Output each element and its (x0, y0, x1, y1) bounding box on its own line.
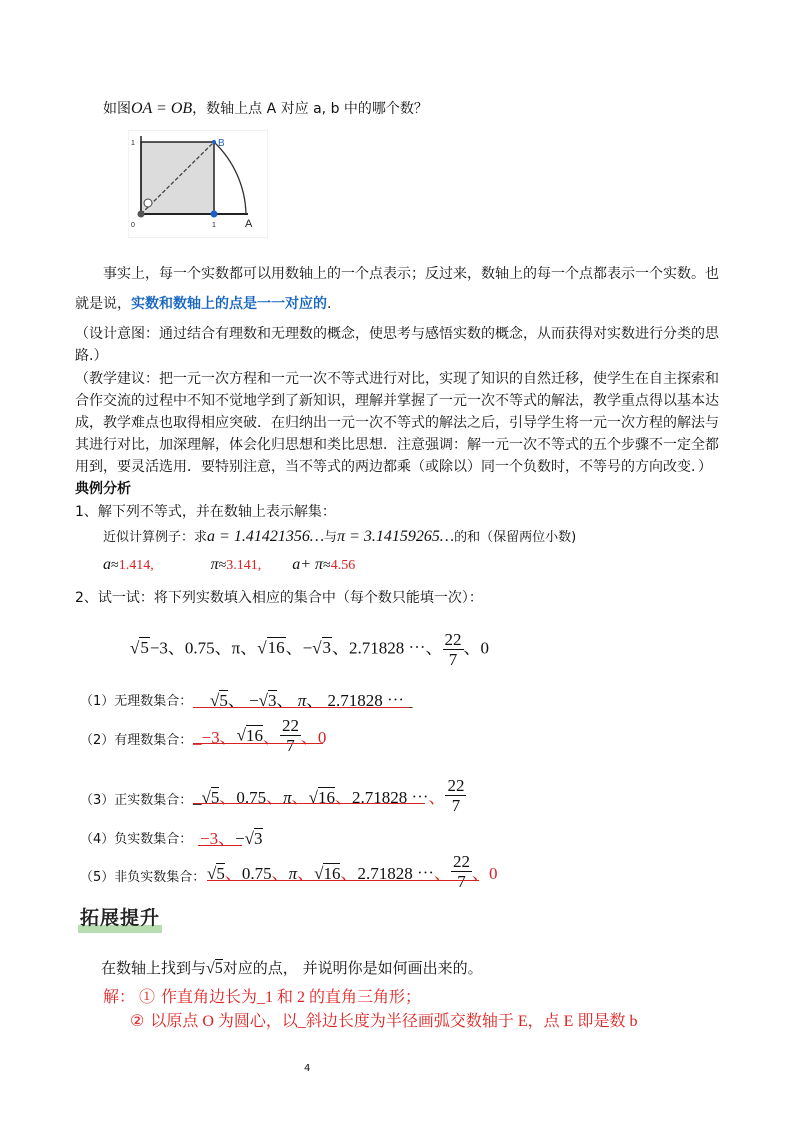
pi-approx-value: 3.141, (226, 558, 262, 573)
extend-prefix: 在数轴上找到与 (101, 959, 207, 977)
sqrt16: √16 (257, 638, 285, 658)
a-approx-value: 1.414, (118, 558, 154, 573)
frac-num: 22 (444, 630, 462, 649)
solution-step-1 (103, 984, 421, 1007)
intro-math: OA = OB (131, 100, 193, 117)
fact-prefix: 就是说， (75, 296, 131, 312)
number-list (130, 630, 489, 669)
set-5-underline (207, 880, 479, 881)
teaching-line5: 用到，要灵活选用．要特别注意，当不等式的两边都乘（或除以）同一个负数时，不等号的方向改变．） (75, 459, 712, 475)
question-2: 2、试一试：将下列实数填入相应的集合中（每个数只能填一次）： (75, 590, 483, 606)
a-label: a (103, 556, 111, 573)
sqrt3: √3 (312, 638, 332, 658)
numbers-group-1: −3、0.75、π、 (149, 638, 258, 658)
numbers-zero: 、0 (463, 638, 490, 658)
design-intent-line1: （设计意图：通过结合有理数和无理数的概念，使思考与感悟实数的概念，从而获得对实数进行分类的思 (75, 326, 719, 342)
set-3-answer: _√5、0.75、π、√16、2.71828 ⋯、 $\frac{22}{7}$ (193, 776, 465, 815)
step2-mark: ② (130, 1013, 145, 1030)
pi-label: π (210, 556, 219, 573)
approx-suffix: 的和（保留两位小数) (454, 530, 577, 545)
set-4-answer: −3、−√3 (200, 829, 263, 848)
approx-prefix: 近似计算例子：求 (103, 530, 208, 545)
pi-approx-sign: ≈ (218, 558, 227, 573)
extend-question: 在数轴上找到与√5对应的点， 并说明你是如何画出来的。 (101, 959, 483, 977)
approx-values (103, 556, 355, 574)
tick-0: 0 (131, 222, 135, 229)
geometry-figure (128, 130, 268, 238)
teaching-line4: 其进行对比，加深理解，体会化归思想和类比思想．注意强调：解一元一次不等式的五个步骤不一定全都 (75, 437, 719, 453)
teaching-line2: 合作交流的过程中不知不觉地学到了新知识，理解并掌握了一元一次不等式的解法，教学重点得以基本达 (75, 393, 719, 409)
intro-suffix: ，数轴上点 A 对应 a, b 中的哪个数？ (192, 101, 428, 117)
fraction-22-7 (443, 630, 464, 669)
numbers-e: 、2.71828 ⋯、 (332, 638, 443, 658)
a-approx-sign: ≈ (111, 558, 119, 573)
step2-text: 以原点 O 为圆心，以_斜边长度为半径画弧交数轴于 E，点 E 即是数 b (150, 1013, 638, 1030)
fact-suffix: . (327, 296, 332, 312)
set-3-underline (193, 803, 425, 804)
solution-label: 解： (103, 989, 136, 1006)
sum-approx-sign: ≈ (323, 558, 331, 573)
example-heading: 典例分析 (75, 481, 131, 497)
intro-prefix: 如图 (103, 101, 131, 117)
figure-svg (128, 130, 268, 238)
teaching-line3: 成，教学难点也取得相应突破．在归纳出一元一次不等式的解法之后，引导学生将一元一次方程的解法与 (75, 415, 719, 431)
y-tick-1: 1 (131, 140, 135, 147)
extend-radicand: 5 (214, 960, 223, 977)
set-1-underline (193, 707, 409, 708)
label-A: A (245, 218, 253, 230)
extend-suffix: 对应的点， 并说明你是如何画出来的。 (222, 959, 483, 977)
set-2-answer: _−3、√16、 $\frac{22}{7}$ 、0 (193, 716, 327, 755)
step1-text: 作直角边长为_1 和 2 的直角三角形； (161, 989, 422, 1006)
set-5-label: （5）非负实数集合： (80, 870, 206, 885)
numbers-sep: 、− (285, 638, 313, 658)
set-2-label: （2）有理数集合： (80, 733, 193, 748)
question-1: 1、解下列不等式，并在数轴上表示解集： (75, 504, 336, 520)
approx-line (103, 526, 576, 546)
label-B: B (218, 138, 225, 149)
approx-pi-expr: π = 3.14159265… (337, 528, 455, 545)
set-1-label: （1）无理数集合： (80, 694, 193, 709)
sqrt5: √5 (130, 638, 149, 658)
sqrt3-radicand: 3 (322, 638, 332, 658)
paragraph-fact-line2 (75, 293, 331, 313)
set-5-answer: √5、0.75、π、√16、2.71828 ⋯、 $\frac{22}{7}$ 、0 (207, 852, 498, 891)
solution-step-2 (130, 1008, 637, 1031)
fact-highlight: 实数和数轴上的点是一一对应的 (131, 296, 327, 312)
question-intro (103, 98, 428, 118)
approx-a-expr: a = 1.41421356… (207, 528, 325, 545)
set-4-underline (198, 845, 242, 846)
set-2-underline (193, 743, 323, 744)
design-intent-line2: 路.） (75, 348, 108, 364)
set-4-label: （4）负实数集合： (80, 832, 193, 847)
extend-section-tag (78, 903, 162, 933)
frac-den: 7 (448, 650, 458, 669)
set-3-label: （3）正实数集合： (80, 793, 193, 808)
page-number: 4 (304, 1063, 311, 1074)
step1-mark: ① (139, 989, 156, 1006)
sqrt16-radicand: 16 (267, 638, 285, 658)
sqrt5-radicand: 5 (140, 638, 149, 658)
extend-tag-text: 拓展提升 (80, 907, 161, 929)
tick-1: 1 (212, 222, 216, 229)
teaching-line1: （教学建议：把一元一次方程和一元一次不等式进行对比，实现了知识的自然迁移，使学生在自主探索和 (75, 371, 719, 387)
paragraph-fact-line1: 事实上，每一个实数都可以用数轴上的一个点表示；反过来，数轴上的每一个点都表示一个实数。也 (103, 266, 719, 282)
sum-approx-value: 4.56 (330, 558, 356, 573)
approx-mid: 与 (324, 530, 338, 545)
set-1-answer: __√5、 −√3、 π、 2.71828 ⋯_ (193, 691, 413, 710)
sum-label: a+ π (292, 556, 324, 573)
